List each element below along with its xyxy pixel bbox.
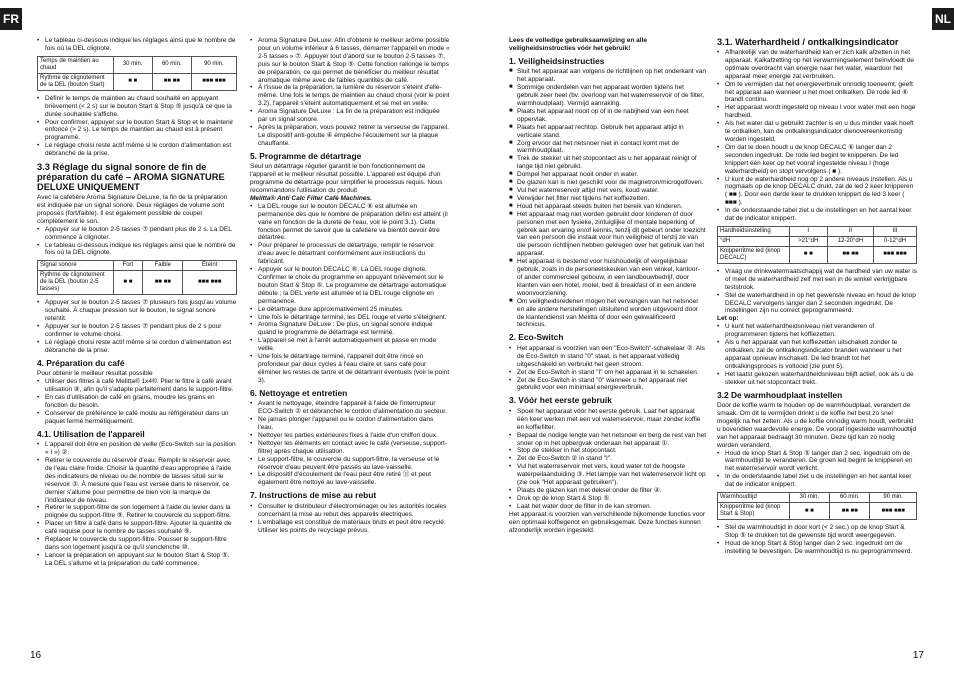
table-cell: ■■■ ■■■ (873, 246, 916, 263)
list-item: • L'appareil se met à l'arrêt automatiquement et passe en mode veille. (250, 337, 450, 353)
table-cell: 12-20°dH (827, 236, 873, 246)
column-fr-2 (250, 37, 450, 534)
list-item: ■ Houd het apparaat steeds buiten het bereik van kinderen. (509, 203, 706, 211)
table-cell: Rythme de clignotement de la DEL (bouton 2-5 tasses) (38, 271, 114, 295)
list-item: • Als het water dat u gebruikt zachter is en u dus minder vaak hoeft te ontkalken, kan de ontkalkingsindicator dienovereenkomstig worden ingesteld. (717, 120, 917, 144)
paragraph: Avec la cafetière Aroma Signature DeLuxe, la fin de la préparation est indiquée par un signal sonore. Deux réglages de volume sont proposés (fort/faible). Il est également possible de couper complètement le son. (37, 194, 228, 225)
list-item: • Après la préparation, vous pouvez retirer la verseuse de l'appareil. Le dispositif anti-goutte ④ empêche l'écoulement sur la plaque chauffante. (250, 124, 450, 148)
table-cell: 90 min. (870, 493, 917, 503)
section-heading: 4. Préparation du café (37, 357, 125, 368)
list-item: • Plaats de glazen kan met deksel onder de filter ④. (509, 487, 706, 495)
list-item: • La DEL rouge sur le bouton DECALC ⑥ est allumée en permanence dès que le nombre de préparation défini est atteint (il varie en fonction de la dureté de l'eau, voir le point 3.1). Cette fonction permet de savoir que la cafetière va bientôt devoir être détartrée. (250, 203, 450, 243)
list-item: • Pour confirmer, appuyer sur le bouton Start & Stop et le maintenir enfoncé (> 2 s). Le temps de maintien au chaud est à présent programmé. (37, 119, 237, 143)
table-cell: ■■ ■■ (830, 503, 870, 520)
list-item: • Une fois le détartrage terminé, les DEL rouge et verte s'éteignent. (250, 314, 450, 322)
list-item: • Afhankelijk van de waterhardheid kan er zich kalk afzetten in het apparaat. Kalkafzetting op het verwarmingselement beïnvloedt de optimale overdracht van energie naar het water, waardoor het apparaat meer energie zal verbruiken. (717, 49, 917, 81)
table-cell: Éteint (183, 261, 237, 271)
table-cell: Fort (113, 261, 143, 271)
list-item: • Le réglage choisi reste actif même si le cordon d'alimentation est débranché de la prise. (37, 142, 237, 158)
list-item: • Conserver de préférence le café moulu au réfrigérateur dans un paquet fermé hermétiquement. (37, 410, 237, 426)
section-heading: 7. Instructions de mise au rebut (250, 490, 377, 501)
list-item: • Appuyer sur le bouton 2-5 tasses ⑦ plusieurs fois jusqu'au volume souhaité. À chaque pression sur le bouton, le signal sonore retentit. (37, 299, 237, 323)
table-cell: Knipperritme led (knop DECALC) (718, 246, 790, 263)
table-cell: Warmhoudtijd (718, 493, 790, 503)
list-item: • L'emballage est constitué de matériaux bruts et peut être recyclé. Utiliser les points de recyclage prévus. (250, 519, 450, 535)
list-item: ■ Trek de stekker uit het stopcontact als u het apparaat reinigt of lange tijd niet gebruikt. (509, 155, 706, 171)
list-item: • Laat het water door de filter in de kan stromen. (509, 503, 706, 511)
paragraph: Het apparaat is voorzien van verschillende bijkomende functies voor een optimaal koffiegenot en gebruiksgemak. Deze functies kunnen afzonderlijk worden ingesteld. (509, 510, 706, 534)
list-item: • Avant le nettoyage, éteindre l'appareil à l'aide de l'interrupteur ECO-Switch ② et débrancher le cordon d'alimentation du secteur. (250, 400, 450, 416)
table-cell: ■■ ■■ (152, 73, 191, 90)
list-item: • In de onderstaande tabel ziet u de instellingen en het aantal keer dat de indicator knippert. (717, 207, 917, 223)
table-cell: 90 min. (191, 56, 236, 73)
list-item: ■ De glazen kan is niet geschikt voor de magnetron/microgolfoven. (509, 179, 706, 187)
list-item: • Le tableau ci-dessous indique les réglages ainsi que le nombre de fois où la DEL clignote. (37, 242, 237, 258)
list-item: • Utiliser des filtres à café Melitta® 1x4®. Plier le filtre à café avant utilisation ⑧, afin qu'il s'adapte parfaitement dans le support-filtre. (37, 378, 237, 394)
list-item: • Le réglage choisi reste actif même si le cordon d'alimentation est débranché de la prise. (37, 339, 237, 355)
list-item: • Het apparaat is voorzien van een "Eco-Switch"-schakelaar ②. Als de Eco-Switch in stand "0" staat, is het apparaat volledig uitgeschakeld en verbruikt het geen stroom. (509, 345, 706, 369)
table-cell: 30 min. (789, 493, 829, 503)
list-item: ■ Om veiligheidsredenen mogen het vervangen van het netsnoer en alle andere herstellingen uitsluitend worden uitgevoerd door de klantendienst van Melitta of door een gekwalificeerd technicus. (509, 298, 706, 330)
list-item: • Houd de knop Start & Stop ⑤ langer dan 2 sec. ingedrukt om de warmhoudtijd te veranderen. De groen led begint te knipperen en het waterreservoir wordt verlicht. (717, 450, 917, 474)
keepwarm-table-nl (717, 492, 917, 520)
list-item: • Nettoyer les éléments en contact avec le café (verseuse, support-filtre) après chaque utilisation. (250, 440, 450, 456)
table-cell: II (827, 226, 873, 236)
section-heading: 6. Nettoyage et entretien (250, 387, 348, 398)
list-item: • Le dispositif d'écoulement de l'eau peut être retiré ⑪ et peut également être nettoyé au lave-vaisselle. (250, 471, 450, 487)
list-item: • Om dat te doen houdt u de knop DECALC ⑥ langer dan 2 seconden ingedrukt. De rode led begint te knipperen. De led knippert één keer op het vooraf ingestelde niveau I (hoge waterhardheid) en stopt vervolgens ( ■ ). (717, 144, 917, 176)
table-cell: ■■ ■■ (827, 246, 873, 263)
list-item: • Définir le temps de maintien au chaud souhaité en appuyant brièvement (< 2 s) sur le bouton Start & Stop ⑤ jusqu'à ce que la durée souhaitée s'affiche. (37, 95, 237, 119)
list-item: • Retirer le support-filtre de son logement à l'aide du levier dans la poignée du support-filtre ⑨. Retirer le couvercle du support-filtre. (37, 504, 237, 520)
table-cell: Temps de maintien au chaud (38, 56, 114, 73)
section-heading: 3.1. Waterhardheid / ontkalkingsindicator (717, 37, 899, 47)
list-item: • In de onderstaande tabel ziet u de instellingen en het aantal keer dat de indicator knippert. (717, 473, 917, 489)
table-cell: Rythme de clignotement de la DEL (bouton Start) (38, 73, 114, 90)
table-cell: °dH (718, 236, 790, 246)
list-item: • Placer un filtre à café dans le support-filtre. Ajouter la quantité de café requise pour le nombre de tasses souhaité ⑨. (37, 520, 237, 536)
list-item: • Le support-filtre, le couvercle du support-filtre, la verseuse et le réservoir d'eau peuvent être passés au lave-vaisselle. (250, 456, 450, 472)
list-item: • Vraag uw drinkwatermaatschappij wat de hardheid van uw water is of meet de waterhardheid zelf met een in de winkel verkrijgbare teststrook. (717, 268, 917, 292)
list-item: ■ Plaats het apparaat nooit op of in de nabijheid van een heet oppervlak. (509, 108, 706, 124)
table-cell: Hardheidsinstelling (718, 226, 790, 236)
list-item: • Houd de knop Start & Stop langer dan 2 sec. ingedrukt om de instelling te bevestigen. De warmhoudtijd is nu geprogrammeerd. (717, 540, 917, 556)
table-cell: 60 min. (830, 493, 870, 503)
list-item: • Appuyer sur le bouton 2-5 tasses ⑦ pendant plus de 2 s pour confirmer le volume choisi. (37, 323, 237, 339)
table-cell: >21°dH (789, 236, 827, 246)
list-item: • Consulter le distributeur d'électroménager ou les autorités locales concernant la mise au rebut des appareils électriques. (250, 503, 450, 519)
list-item: • Het laatst gekozen waterhardheidsniveau blijft actief, ook als u de stekker uit het stopcontact trekt. (717, 371, 917, 387)
list-item: • Le détartrage dure approximativement 25 minutes. (250, 306, 450, 314)
section-heading: 3. Vóór het eerste gebruik (509, 395, 612, 406)
list-item: ■ Sommige onderdelen van het apparaat worden tijdens het gebruik zeer heet (bv. overloop van het waterreservoir of de filter, warmhoudplaat). Vermijd aanraking. (509, 84, 706, 108)
keepwarm-table-fr (37, 56, 237, 91)
list-item: • Het apparaat wordt ingesteld op niveau I voor water met een hoge hardheid. (717, 104, 917, 120)
table-cell: ■ ■ (789, 503, 829, 520)
list-item: • Zet de Eco-Switch ② in stand "I". (509, 455, 706, 463)
table-cell: 30 min. (113, 56, 152, 73)
section-heading: 3.2 De warmhoudplaat instellen (717, 389, 843, 400)
list-item: ■ Verwijder het filter niet tijdens het koffiezetten. (509, 195, 706, 203)
list-item: • Druk op de knop Start & Stop ⑤. (509, 495, 706, 503)
table-cell: 60 min. (152, 56, 191, 73)
table-cell: ■■ ■■ (143, 271, 183, 295)
list-item: • À l'issue de la préparation, la lumière du réservoir s'éteint d'elle-même. Une fois le temps de maintien au chaud choisi (voir le point 3.2), l'appareil s'éteint automatiquement et se met en veille. (250, 84, 450, 108)
list-item: • Aroma Signature DeLuxe: Afin d'obtenir le meilleur arôme possible pour un volume inférieur à 6 tasses, démarrer l'appareil en mode « 2-5 tasses » ⑦. Appuyer tout d'abord sur le bouton 2-5 tasses ⑦, puis sur le bouton Start & Stop ⑤. Cette fonction rallonge le temps de préparation, ce qui permet de bénéficier du meilleur résultat aromatique même avec de faibles quantités de café. (250, 37, 450, 84)
product-name: Melitta® Anti Calc Filter Café Machines. (250, 194, 372, 202)
list-item: ■ Plaats het apparaat rechtop. Gebruik het apparaat altijd in verticale stand. (509, 124, 706, 140)
language-tab-nl: NL (932, 8, 954, 30)
section-heading: 3.3 Réglage du signal sonore de fin de préparation du café – AROMA SIGNATURE DELUXE UNIQUEMENT (37, 162, 225, 193)
list-item: • Aroma Signature DeLuxe : La fin de la préparation est indiquée par un signal sonore. (250, 108, 450, 124)
list-item: • Appuyer sur le bouton DECALC ⑥. La DEL rouge clignote. Confirmer le choix du programme en appuyant brièvement sur le bouton Start & Stop ⑤. Le programme de détartrage automatique débute ; la DEL verte est allumée et la DEL rouge clignote en permanence. (250, 266, 450, 306)
list-item: • Replacer le couvercle du support-filtre. Pousser le support-filtre dans son logement jusqu'à ce qu'il s'enclenche ⑩. (37, 536, 237, 552)
list-item: • Le tableau ci-dessous indique les réglages ainsi que le nombre de fois où la DEL clignote. (37, 37, 237, 53)
list-item: ■ Sluit het apparaat aan volgens de richtlijnen op het onderkant van het apparaat. (509, 68, 706, 84)
column-nl-2 (717, 37, 917, 556)
list-item: ■ Vul het waterreservoir altijd met vers, koud water. (509, 187, 706, 195)
column-fr-1 (37, 37, 237, 568)
table-cell: ■ ■ (113, 271, 143, 295)
list-item: • Appuyer sur le bouton 2-5 tasses ⑦ pendant plus de 2 s. La DEL commence à clignoter. (37, 226, 237, 242)
table-cell: ■■■ ■■■ (183, 271, 237, 295)
table-cell: ■ ■ (113, 73, 152, 90)
list-item: • Lancer la préparation en appuyant sur le bouton Start & Stop ⑤. La DEL s'allume et la préparation du café commence. (37, 552, 237, 568)
list-item: • U kunt het waterhardheidsniveau niet veranderen of programmeren tijdens het koffiezetten. (717, 323, 917, 339)
list-item: • Stel de waterhardheid in op het gewenste niveau en houd de knop DECALC vervolgens langer dan 2 seconden ingedrukt. De instellingen zijn nu correct geprogrammeerd. (717, 292, 917, 316)
list-item: • Vul het waterreservoir met vers, koud water tot de hoogste waterpeilaanduiding ③. Het lampje van het waterreservoir licht op (zie ook "Het apparaat gebruiken"). (509, 463, 706, 487)
table-cell: ■ ■ (789, 246, 827, 263)
note-label: Let op: (717, 315, 739, 323)
section-heading: 5. Programme de détartrage (250, 150, 362, 161)
column-nl-1 (509, 37, 706, 534)
list-item: • Nettoyer les parties extérieures fixes à l'aide d'un chiffon doux. (250, 432, 450, 440)
language-tab-fr: FR (0, 8, 22, 30)
list-item: • Retirer le couvercle du réservoir d'eau. Remplir le réservoir avec de l'eau claire froide. Choisir la quantité d'eau appropriée à l'aide des indicateurs de niveau ou de nombre de tasses situé sur le réservoir ③. À mesure que l'eau est versée dans le réservoir, ce dernier s'allume pour permettre de bien voir la marque de l'indicateur de niveau. (37, 457, 237, 504)
list-item: • Stop de stekker in het stopcontact. (509, 447, 706, 455)
list-item: ■ Dompel het apparaat nooit onder in water. (509, 171, 706, 179)
section-heading: 1. Veiligheidsinstructies (509, 55, 605, 66)
paragraph: Pour obtenir le meilleur résultat possible (37, 370, 153, 378)
paragraph: Door de koffie warm te houden op de warmhoudplaat, verandert de smaak. Om dit te vermijden drinkt u de koffie het best zo snel mogelijk na het zetten. Als u de koffie onnodig warm houdt, verbruikt u bovendien waardevolle energie. De vooraf ingestelde warmhoudtijd van het apparaat bedraagt 30 minuten. Deze tijd kan zo nodig worden veranderd. (717, 402, 917, 449)
table-cell: ■■■ ■■■ (870, 503, 917, 520)
list-item: • Stel de warmhoudtijd in door kort (< 2 sec.) op de knop Start & Stop ⑤ te drukken tot de gewenste tijd wordt weergegeven. (717, 524, 917, 540)
water-hardness-table (717, 226, 917, 264)
list-item: • Pour préparer le processus de détartrage, remplir le réservoir d'eau avec le détartrant conformément aux instructions du fabricant. (250, 242, 450, 266)
list-item: • Une fois le détartrage terminé, l'appareil doit être rincé en profondeur par deux cycles à l'eau claire et sans café pour éliminer les restes de tartre et de détartrant éventuels (voir le point 3). (250, 353, 450, 385)
table-cell: Faible (143, 261, 183, 271)
table-cell: Signal sonore (38, 261, 114, 271)
table-cell: III (873, 226, 916, 236)
page-number-left: 16 (30, 650, 42, 661)
list-item: • U kunt de waterhardheid nog op 2 andere niveaus instellen. Als u nogmaals op de knop DECALC drukt, zal de led 2 keer knipperen ( ■■ ). Door een derde keer te drukken knippert de led 3 keer ( ■■■ ). (717, 176, 917, 208)
list-item: ■ Het apparaat mag niet worden gebruikt door kinderen of door personen met een fysieke, zintuiglijke of mentale beperking of gebrek aan ervaring en/of kennis, tenzij dit gebeurt onder toezicht van een persoon die instaat voor hun veiligheid of tenzij ze van die persoon richtlijnen hebben gekregen over het gebruik van het apparaat. (509, 211, 706, 258)
table-cell: 0-12°dH (873, 236, 916, 246)
list-item: • Ne jamais plonger l'appareil ou le cordon d'alimentation dans l'eau. (250, 416, 450, 432)
list-item: • Zet de Eco-Switch in stand "I" om het apparaat in te schakelen. (509, 369, 706, 377)
list-item: ■ Het apparaat is bestemd voor huishoudelijk of vergelijkbaar gebruik, zoals in de personeelskeuken van een winkel, kantoor- of ander commercieel gebouw, in een landbouwbedrijf, door klanten van een hotel, motel, bed & breakfast of in een andere woonvoorziening. (509, 258, 706, 298)
list-item: • Zet de Eco-Switch in stand "0" wanneer u het apparaat niet gebruikt voor een minimaal energieverbruik. (509, 377, 706, 393)
list-item: • Spoel het apparaat vóór het eerste gebruik. Laat het apparaat één keer werken met een vol waterreservoir, maar zonder koffie en koffiefilter. (509, 408, 706, 432)
list-item: • Om te vermijden dat het energieverbruik onnodig toeneemt, geeft het apparaat aan wanneer u het moet ontkalken. De rode led ⑥ brandt continu. (717, 81, 917, 105)
list-item: • Als u het apparaat van het koffiezetten uitschakelt zonder te ontkalken, zal de ontkalkingsindicator branden wanneer u het apparaat opnieuw inschakelt. De led brandt tot het ontkalkingsproces is voltooid (zie punt 5). (717, 339, 917, 371)
list-item: • L'appareil doit être en position de veille (Eco-Switch sur la position « I ») ②. (37, 441, 237, 457)
section-heading: 4.1. Utilisation de l'appareil (37, 428, 145, 439)
list-item: • En cas d'utilisation de café en grains, moudre les grains en fonction du besoin. (37, 394, 237, 410)
paragraph: Seul un détartrage régulier garantit le bon fonctionnement de l'appareil et le meilleur résultat possible. L'appareil est équipé d'un programme de détartrage pour simplifier le processus requis. Nous recommandons l'utilisation du produit (250, 163, 443, 194)
page-number-right: 17 (912, 650, 924, 661)
list-item: • Aroma Signature DeLuxe : De plus, un signal sonore indique quand le programme de détartrage est terminé. (250, 321, 450, 337)
table-cell: I (789, 226, 827, 236)
sound-signal-table (37, 260, 237, 295)
list-item: ■ Zorg ervoor dat het netsnoer niet in contact komt met de warmhoudplaat. (509, 140, 706, 156)
table-cell: ■■■ ■■■ (191, 73, 236, 90)
intro-text: Lees de volledige gebruiksaanwijzing en alle veiligheidsinstructies vóór het gebruik! (509, 37, 647, 52)
section-heading: 2. Eco-Switch (509, 332, 564, 343)
list-item: • Bepaal de nodige lengte van het netsnoer en berg de rest van het snoer op in het opbergvak onderaan het apparaat ①. (509, 432, 706, 448)
table-cell: Knipperritme led (knop Start & Stop) (718, 503, 790, 520)
